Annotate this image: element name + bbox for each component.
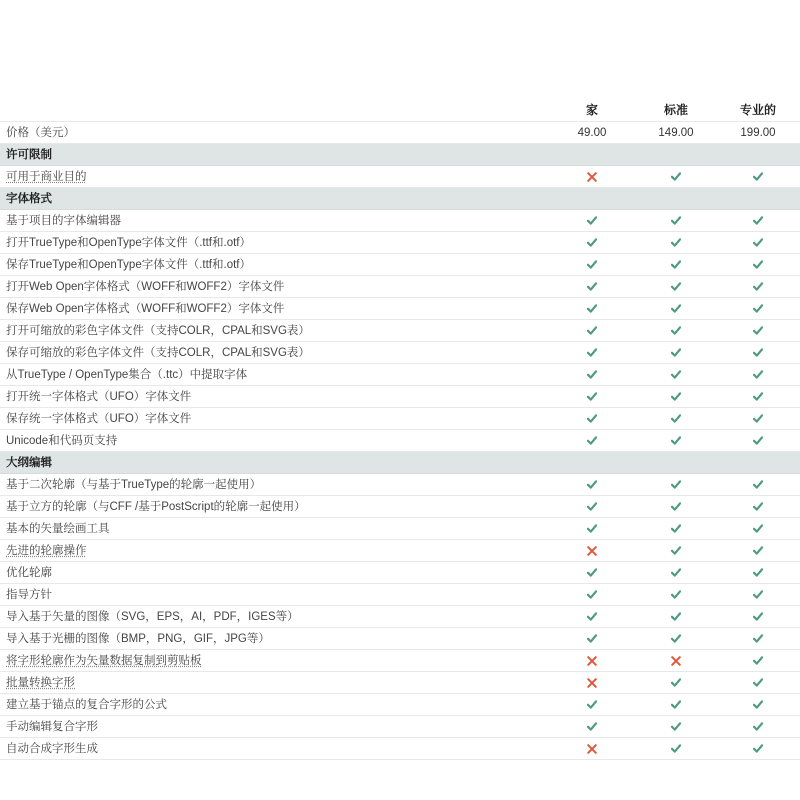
check-icon xyxy=(753,216,763,225)
check-icon xyxy=(671,370,681,379)
availability-cell-home xyxy=(562,518,622,540)
availability-cell-home xyxy=(562,584,622,606)
check-icon xyxy=(671,634,681,643)
check-icon xyxy=(587,568,597,577)
feature-label: 从TrueType / OpenType集合（.ttc）中提取字体 xyxy=(6,369,248,381)
check-icon xyxy=(671,216,681,225)
availability-cell-home xyxy=(562,210,622,232)
availability-cell-pro xyxy=(728,628,788,650)
check-icon xyxy=(671,590,681,599)
availability-cell-home xyxy=(562,606,622,628)
check-icon xyxy=(753,436,763,445)
availability-cell-standard xyxy=(646,518,706,540)
feature-row xyxy=(0,320,800,342)
availability-cell-pro xyxy=(728,694,788,716)
check-icon xyxy=(587,326,597,335)
feature-label: 保存Web Open字体格式（WOFF和WOFF2）字体文件 xyxy=(6,303,285,315)
availability-cell-pro xyxy=(728,320,788,342)
comparison-table xyxy=(0,98,800,760)
feature-tooltip-label[interactable]: 批量转换字形 xyxy=(6,677,75,689)
feature-label: 打开可缩放的彩色字体文件（支持COLR，CPAL和SVG表） xyxy=(6,325,310,337)
feature-label: 优化轮廓 xyxy=(6,567,52,579)
check-icon xyxy=(753,172,763,181)
check-icon xyxy=(671,480,681,489)
feature-rows xyxy=(0,144,800,760)
section-header xyxy=(0,188,800,210)
feature-row xyxy=(0,210,800,232)
check-icon xyxy=(671,348,681,357)
check-icon xyxy=(753,678,763,687)
check-icon xyxy=(671,568,681,577)
availability-cell-standard xyxy=(646,430,706,452)
check-icon xyxy=(753,568,763,577)
section-header xyxy=(0,144,800,166)
availability-cell-standard xyxy=(646,342,706,364)
check-icon xyxy=(587,238,597,247)
availability-cell-pro xyxy=(728,386,788,408)
availability-cell-home xyxy=(562,430,622,452)
feature-row xyxy=(0,716,800,738)
feature-row xyxy=(0,738,800,760)
check-icon xyxy=(587,502,597,511)
availability-cell-pro xyxy=(728,496,788,518)
check-icon xyxy=(587,414,597,423)
feature-label: 导入基于光栅的图像（BMP，PNG，GIF，JPG等） xyxy=(6,633,270,645)
feature-tooltip-label[interactable]: 先进的轮廓操作 xyxy=(6,545,87,557)
feature-label: 保存可缩放的彩色字体文件（支持COLR，CPAL和SVG表） xyxy=(6,347,310,359)
availability-cell-standard xyxy=(646,562,706,584)
availability-cell-pro xyxy=(728,408,788,430)
check-icon xyxy=(671,260,681,269)
feature-label: 自动合成字形生成 xyxy=(6,743,98,755)
table-header-row xyxy=(0,98,800,122)
check-icon xyxy=(671,392,681,401)
check-icon xyxy=(587,634,597,643)
availability-cell-home xyxy=(562,386,622,408)
availability-cell-standard xyxy=(646,408,706,430)
check-icon xyxy=(587,722,597,731)
feature-label: Unicode和代码页支持 xyxy=(6,435,118,447)
availability-cell-home xyxy=(562,408,622,430)
availability-cell-standard xyxy=(646,496,706,518)
availability-cell-home xyxy=(562,672,622,694)
feature-row xyxy=(0,540,800,562)
availability-cell-home xyxy=(562,320,622,342)
feature-row xyxy=(0,496,800,518)
check-icon xyxy=(753,348,763,357)
availability-cell-home xyxy=(562,474,622,496)
cross-icon xyxy=(587,172,597,182)
plan-pro-heading: 专业的 xyxy=(739,103,776,117)
check-icon xyxy=(671,700,681,709)
availability-cell-standard xyxy=(646,606,706,628)
availability-cell-standard xyxy=(646,166,706,188)
check-icon xyxy=(753,634,763,643)
feature-row xyxy=(0,628,800,650)
check-icon xyxy=(753,392,763,401)
feature-label: 指导方针 xyxy=(6,589,52,601)
feature-row xyxy=(0,584,800,606)
feature-row xyxy=(0,298,800,320)
check-icon xyxy=(753,326,763,335)
availability-cell-pro xyxy=(728,232,788,254)
price-row xyxy=(0,122,800,144)
check-icon xyxy=(753,282,763,291)
feature-row xyxy=(0,386,800,408)
check-icon xyxy=(753,722,763,731)
feature-label: 手动编辑复合字形 xyxy=(6,721,98,733)
feature-row xyxy=(0,672,800,694)
availability-cell-pro xyxy=(728,166,788,188)
availability-cell-pro xyxy=(728,276,788,298)
cross-icon xyxy=(587,744,597,754)
check-icon xyxy=(671,678,681,687)
feature-row xyxy=(0,650,800,672)
availability-cell-home xyxy=(562,540,622,562)
check-icon xyxy=(587,700,597,709)
section-title: 字体格式 xyxy=(6,193,52,205)
availability-cell-standard xyxy=(646,320,706,342)
feature-tooltip-label[interactable]: 可用于商业目的 xyxy=(6,171,87,183)
feature-label: 基于二次轮廓（与基于TrueType的轮廓一起使用） xyxy=(6,479,262,491)
feature-label: 建立基于锚点的复合字形的公式 xyxy=(6,699,167,711)
feature-label: 基于项目的字体编辑器 xyxy=(6,215,121,227)
check-icon xyxy=(671,238,681,247)
availability-cell-pro xyxy=(728,364,788,386)
availability-cell-pro xyxy=(728,650,788,672)
feature-label: 保存统一字体格式（UFO）字体文件 xyxy=(6,413,192,425)
check-icon xyxy=(587,590,597,599)
plan-standard-heading: 标准 xyxy=(663,103,688,117)
check-icon xyxy=(671,612,681,621)
price-home: 49.00 xyxy=(577,127,607,139)
feature-row xyxy=(0,474,800,496)
check-icon xyxy=(753,480,763,489)
availability-cell-home xyxy=(562,166,622,188)
feature-row xyxy=(0,562,800,584)
availability-cell-home xyxy=(562,232,622,254)
check-icon xyxy=(753,744,763,753)
availability-cell-pro xyxy=(728,474,788,496)
availability-cell-standard xyxy=(646,584,706,606)
availability-cell-standard xyxy=(646,232,706,254)
price-standard: 149.00 xyxy=(658,127,694,139)
check-icon xyxy=(753,524,763,533)
check-icon xyxy=(587,392,597,401)
check-icon xyxy=(587,524,597,533)
availability-cell-home xyxy=(562,276,622,298)
availability-cell-pro xyxy=(728,430,788,452)
feature-label: 基本的矢量绘画工具 xyxy=(6,523,110,535)
check-icon xyxy=(671,722,681,731)
feature-row xyxy=(0,430,800,452)
availability-cell-standard xyxy=(646,474,706,496)
availability-cell-home xyxy=(562,254,622,276)
availability-cell-standard xyxy=(646,276,706,298)
check-icon xyxy=(753,260,763,269)
availability-cell-standard xyxy=(646,386,706,408)
feature-row xyxy=(0,342,800,364)
check-icon xyxy=(753,414,763,423)
availability-cell-pro xyxy=(728,298,788,320)
check-icon xyxy=(753,612,763,621)
section-title: 大纲编辑 xyxy=(6,457,52,469)
check-icon xyxy=(753,656,763,665)
availability-cell-pro xyxy=(728,738,788,760)
check-icon xyxy=(671,172,681,181)
section-title: 许可限制 xyxy=(6,149,52,161)
feature-label: 基于立方的轮廓（与CFF /基于PostScript的轮廓一起使用） xyxy=(6,501,306,513)
feature-label: 导入基于矢量的图像（SVG，EPS，AI，PDF，IGES等） xyxy=(6,611,299,623)
availability-cell-standard xyxy=(646,210,706,232)
check-icon xyxy=(587,612,597,621)
check-icon xyxy=(671,502,681,511)
section-header xyxy=(0,452,800,474)
availability-cell-standard xyxy=(646,650,706,672)
check-icon xyxy=(753,370,763,379)
cross-icon xyxy=(587,656,597,666)
feature-label: 打开统一字体格式（UFO）字体文件 xyxy=(6,391,192,403)
check-icon xyxy=(587,436,597,445)
check-icon xyxy=(671,524,681,533)
check-icon xyxy=(587,370,597,379)
feature-label: 保存TrueType和OpenType字体文件（.ttf和.otf） xyxy=(6,259,251,271)
availability-cell-home xyxy=(562,694,622,716)
availability-cell-pro xyxy=(728,716,788,738)
availability-cell-pro xyxy=(728,672,788,694)
check-icon xyxy=(587,348,597,357)
availability-cell-standard xyxy=(646,628,706,650)
availability-cell-standard xyxy=(646,716,706,738)
availability-cell-home xyxy=(562,628,622,650)
availability-cell-standard xyxy=(646,738,706,760)
check-icon xyxy=(753,238,763,247)
check-icon xyxy=(753,590,763,599)
availability-cell-standard xyxy=(646,254,706,276)
availability-cell-home xyxy=(562,298,622,320)
availability-cell-pro xyxy=(728,562,788,584)
check-icon xyxy=(587,260,597,269)
check-icon xyxy=(671,414,681,423)
check-icon xyxy=(671,304,681,313)
availability-cell-pro xyxy=(728,606,788,628)
check-icon xyxy=(753,546,763,555)
availability-cell-pro xyxy=(728,254,788,276)
availability-cell-pro xyxy=(728,342,788,364)
availability-cell-home xyxy=(562,738,622,760)
availability-cell-pro xyxy=(728,540,788,562)
availability-cell-home xyxy=(562,364,622,386)
check-icon xyxy=(753,502,763,511)
feature-row xyxy=(0,166,800,188)
feature-label: 打开Web Open字体格式（WOFF和WOFF2）字体文件 xyxy=(6,281,285,293)
feature-row xyxy=(0,606,800,628)
check-icon xyxy=(671,326,681,335)
feature-row xyxy=(0,364,800,386)
availability-cell-standard xyxy=(646,364,706,386)
feature-row xyxy=(0,232,800,254)
availability-cell-pro xyxy=(728,210,788,232)
check-icon xyxy=(671,546,681,555)
price-label: 价格（美元） xyxy=(6,127,75,139)
availability-cell-pro xyxy=(728,584,788,606)
cross-icon xyxy=(587,678,597,688)
feature-row xyxy=(0,694,800,716)
availability-cell-standard xyxy=(646,672,706,694)
feature-row xyxy=(0,276,800,298)
check-icon xyxy=(587,216,597,225)
feature-label: 打开TrueType和OpenType字体文件（.ttf和.otf） xyxy=(6,237,251,249)
price-pro: 199.00 xyxy=(740,127,776,139)
availability-cell-home xyxy=(562,342,622,364)
cross-icon xyxy=(671,656,681,666)
check-icon xyxy=(753,304,763,313)
check-icon xyxy=(671,436,681,445)
feature-row xyxy=(0,518,800,540)
cross-icon xyxy=(587,546,597,556)
check-icon xyxy=(671,744,681,753)
availability-cell-home xyxy=(562,650,622,672)
availability-cell-standard xyxy=(646,540,706,562)
availability-cell-standard xyxy=(646,694,706,716)
check-icon xyxy=(587,480,597,489)
check-icon xyxy=(587,282,597,291)
availability-cell-standard xyxy=(646,298,706,320)
availability-cell-home xyxy=(562,716,622,738)
plan-home-heading: 家 xyxy=(585,103,598,117)
availability-cell-home xyxy=(562,496,622,518)
check-icon xyxy=(587,304,597,313)
feature-row xyxy=(0,254,800,276)
availability-cell-pro xyxy=(728,518,788,540)
check-icon xyxy=(671,282,681,291)
availability-cell-home xyxy=(562,562,622,584)
feature-row xyxy=(0,408,800,430)
check-icon xyxy=(753,700,763,709)
feature-tooltip-label[interactable]: 将字形轮廓作为矢量数据复制到剪贴板 xyxy=(6,655,202,667)
